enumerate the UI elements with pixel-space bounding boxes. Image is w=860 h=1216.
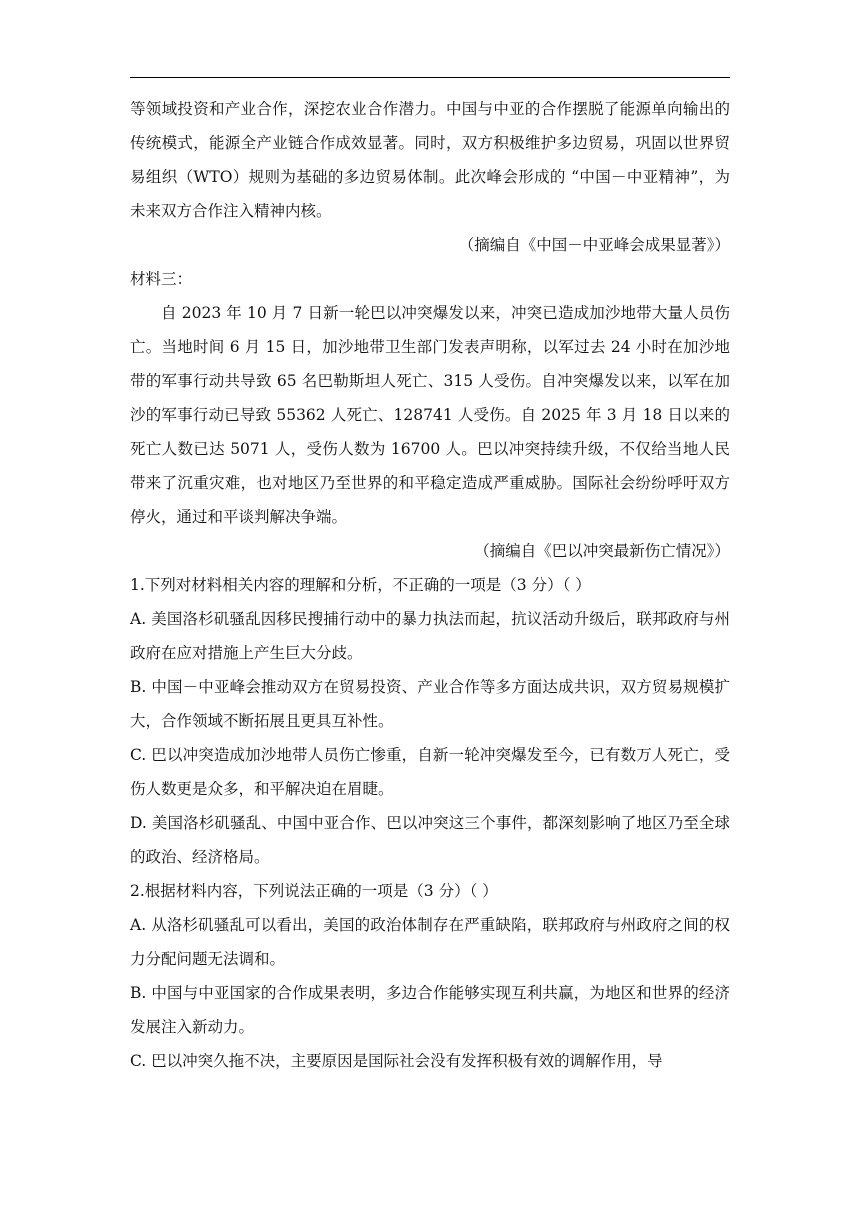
question-1-stem: 1.下列对材料相关内容的理解和分析，不正确的一项是（3 分）（ ） [130,576,591,594]
material-two-paragraph: 等领域投资和产业合作，深挖农业合作潜力。中国与中亚的合作摆脱了能源单向输出的传统模式，能源全产业链合作成效显著。同时，双方积极维护多边贸易，巩固以世界贸易组织（WTO）规则为基础的多边贸易体制。此次峰会形成的 “中国－中亚精神”，为未来双方合作注入精神内核。 [130,100,730,220]
question-1-option-c: C. 巴以冲突造成加沙地带人员伤亡惨重，自新一轮冲突爆发至今，已有数万人死亡，受伤人数更是众多，和平解决迫在眉睫。 [130,746,730,798]
header-rule [130,77,730,78]
question-2-option-a: A. 从洛杉矶骚乱可以看出，美国的政治体制存在严重缺陷，联邦政府与州政府之间的权力分配问题无法调和。 [130,916,730,968]
question-1-option-d: D. 美国洛杉矶骚乱、中国中亚合作、巴以冲突这三个事件，都深刻影响了地区乃至全球的政治、经济格局。 [130,814,730,866]
document-body [130,92,730,1078]
question-1-option-a: A. 美国洛杉矶骚乱因移民搜捕行动中的暴力执法而起，抗议活动升级后，联邦政府与州政府在应对措施上产生巨大分歧。 [130,610,730,662]
material-three-source: （摘编自《巴以冲突最新伤亡情况》） [474,542,730,560]
material-three-label: 材料三： [130,270,193,288]
question-1-option-b: B. 中国－中亚峰会推动双方在贸易投资、产业合作等多方面达成共识，双方贸易规模扩大，合作领域不断拓展且更具互补性。 [130,678,730,730]
question-2-option-c: C. 巴以冲突久拖不决，主要原因是国际社会没有发挥积极有效的调解作用，导 [130,1052,663,1070]
material-three-paragraph: 自 2023 年 10 月 7 日新一轮巴以冲突爆发以来，冲突已造成加沙地带大量人员伤亡。当地时间 6 月 15 日，加沙地带卫生部门发表声明称，以军过去 24 小时在加沙地带的军事行动共导致 65 名巴勒斯坦人死亡、315 人受伤。自冲突爆发以来，以军在加沙的军事行动已导致 55362 人死亡、128741 人受伤。自 2025 年 3 月 18 日以来的死亡人数已达 5071 人，受伤人数为 16700 人。巴以冲突持续升级，不仅给当地人民带来了沉重灾难，也对地区乃至世界的和平稳定造成严重威胁。国际社会纷纷呼吁双方停火，通过和平谈判解决争端。 [130,304,730,526]
material-two-source: （摘编自《中国－中亚峰会成果显著》） [458,236,730,254]
question-2-stem: 2.根据材料内容，下列说法正确的一项是（3 分）（ ） [130,882,498,900]
question-2-option-b: B. 中国与中亚国家的合作成果表明，多边合作能够实现互利共赢，为地区和世界的经济发展注入新动力。 [130,984,730,1036]
